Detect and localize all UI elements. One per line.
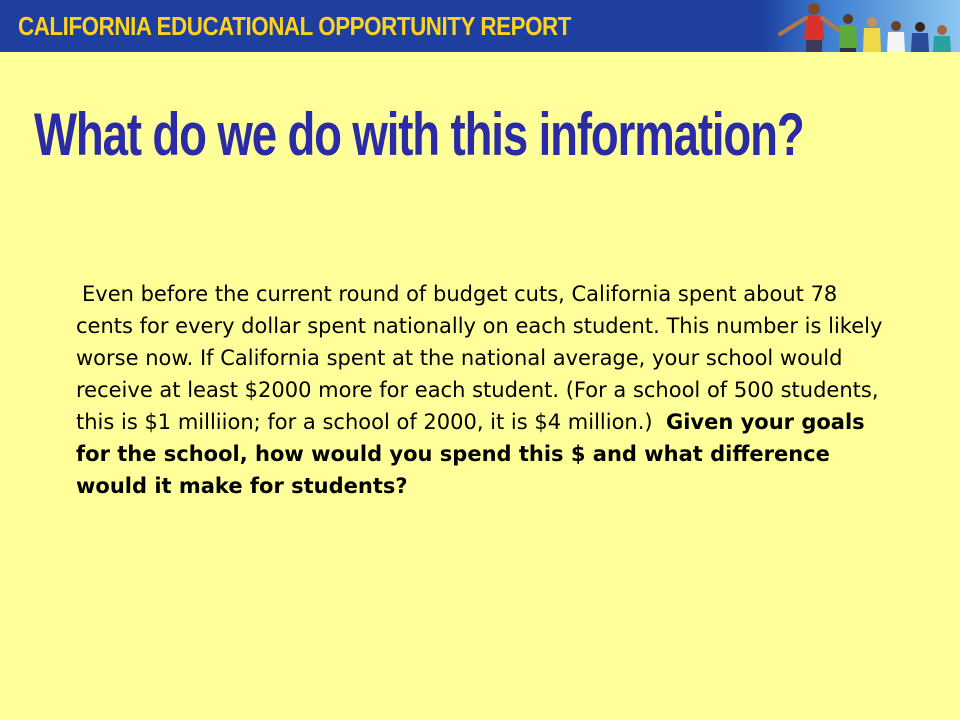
body-question: Given your goals for the school, how would you spend this $ and what difference would it make for students? [76,410,865,498]
people-photo-icon [760,0,960,52]
body-paragraph [76,278,886,502]
header-banner [0,0,960,52]
page-title: What do we do with this information? [34,101,804,168]
banner-title: CALIFORNIA EDUCATIONAL OPPORTUNITY REPORT [18,11,571,41]
body-text: Even before the current round of budget cuts, California spent about 78 cents for every dollar spent nationally on each student. This number is likely worse now. If California spent at the national average, your school would receive at least $2000 more for each student. (For a school of 500 students, this is $1 milliion; for a school of 2000, it is $4 million.) [76,282,883,434]
